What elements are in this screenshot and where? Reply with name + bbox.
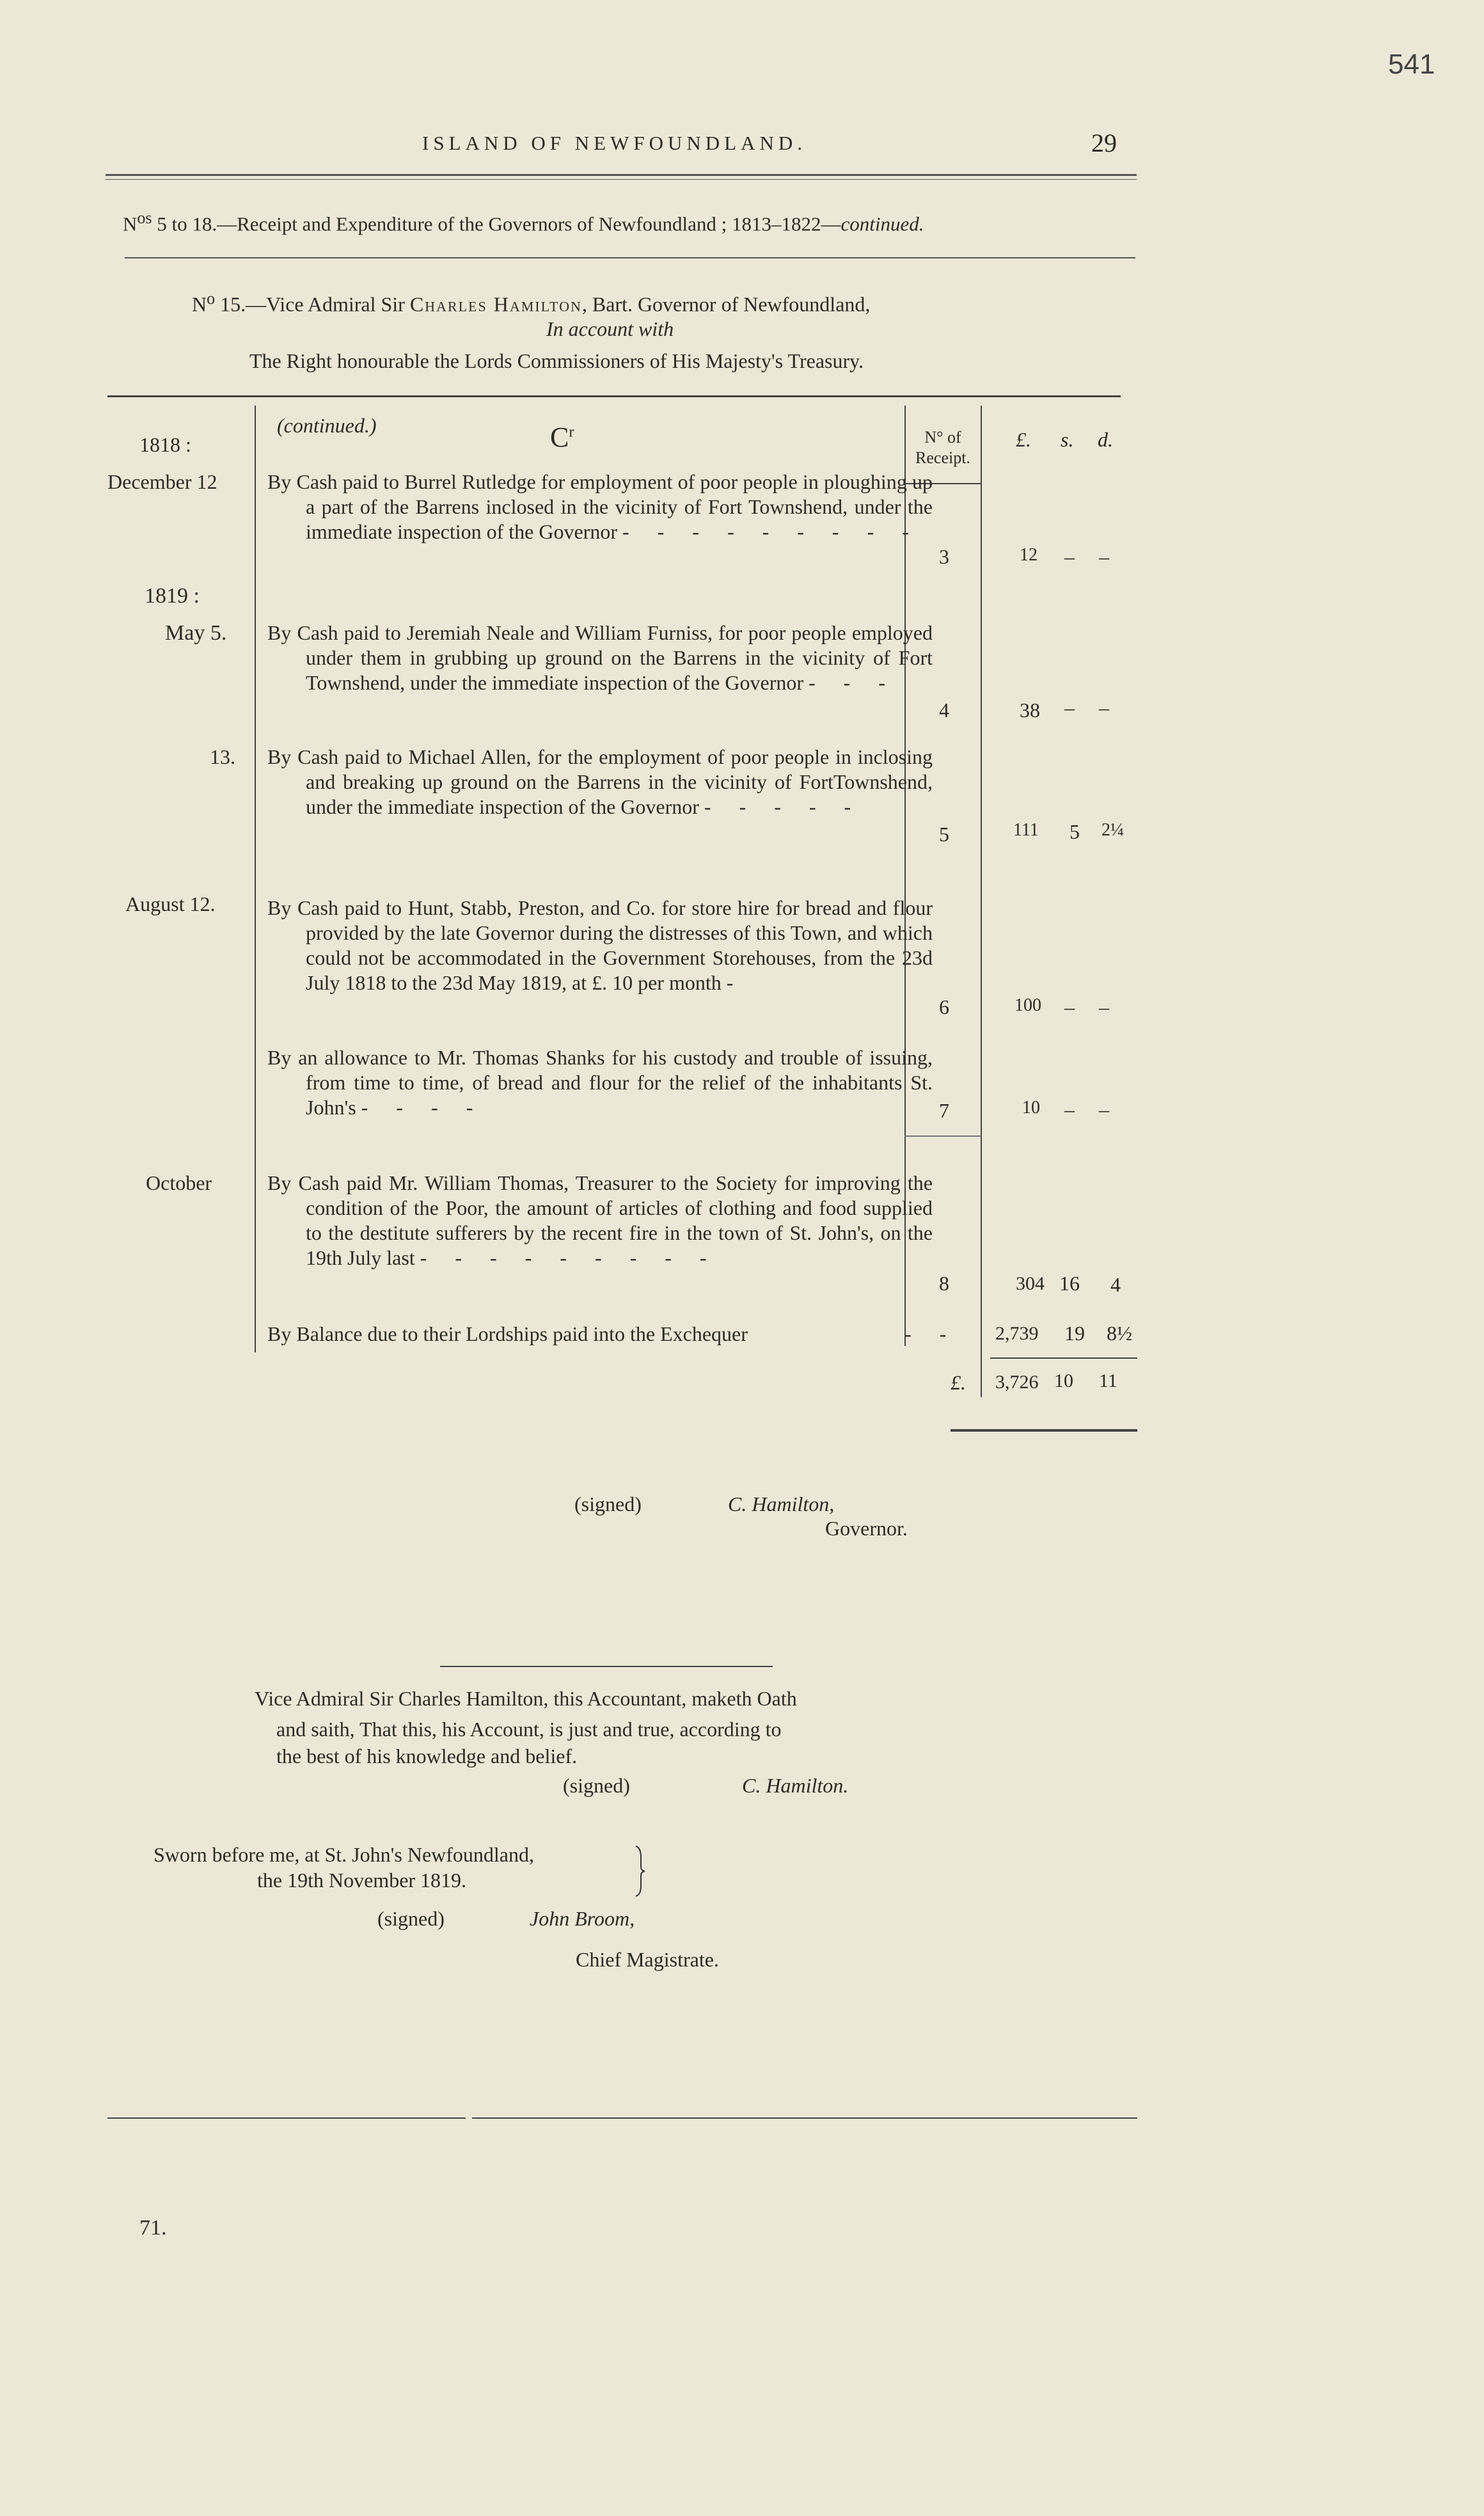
table-date-divider xyxy=(255,406,256,1352)
amount-shillings: 16 xyxy=(1059,1272,1080,1295)
amount-shillings: – xyxy=(1064,995,1075,1018)
entry-text: By Cash paid to Burrel Rutledge for employment of poor people in ploughing up a part of the Barrens inclosed in the vicinity of Fort Townshend, under the immediate inspection of the Governor - - - - - - - - - xyxy=(267,470,933,543)
entry-date: December 12 xyxy=(107,470,217,493)
amount-shillings: – xyxy=(1064,696,1075,719)
pounds-header: £. xyxy=(1016,428,1031,451)
oath-signed-label: (signed) xyxy=(563,1774,630,1797)
entry-text: By Cash paid Mr. William Thomas, Treasurer to the Society for improving the condition of the Poor, the amount of articles of clothing and food supplied to the destitute sufferers by the recent fire in the town of St. John's, on the 19th July last - - - - - - - - - xyxy=(267,1171,933,1269)
total-top-rule xyxy=(990,1357,1137,1359)
receipt-number: 4 xyxy=(939,699,949,722)
balance-leader: - - xyxy=(904,1322,958,1345)
entry-date: August 12. xyxy=(125,892,216,915)
balance-pence: 8½ xyxy=(1107,1322,1132,1345)
oath-line: the best of his knowledge and belief. xyxy=(276,1745,578,1768)
bottom-rule-left xyxy=(107,2117,466,2119)
page-stamp-number: 541 xyxy=(1388,49,1435,80)
receipt-number: 8 xyxy=(939,1272,949,1295)
amount-pounds: 12 xyxy=(1020,545,1038,565)
amount-shillings: – xyxy=(1064,545,1075,568)
pence-header: d. xyxy=(1098,428,1113,451)
amount-pence: – xyxy=(1099,696,1109,719)
total-shillings: 10 xyxy=(1054,1370,1073,1391)
credit-label: $C^r$ xyxy=(550,422,574,453)
amount-shillings: 5 xyxy=(1070,820,1080,843)
amount-pence: 2¼ xyxy=(1101,820,1124,840)
entry-date: October xyxy=(146,1171,212,1194)
entry-text: By an allowance to Mr. Thomas Shanks for his custody and trouble of issuing, from time to time, of bread and flour for the relief of the inhabitants St. John's - - - - xyxy=(267,1046,933,1119)
bottom-rule-right xyxy=(472,2117,1137,2119)
table-receipt-divider xyxy=(981,406,982,1397)
total-bottom-rule xyxy=(951,1429,1137,1432)
signature-mark: 71. xyxy=(139,2216,167,2240)
year-1819: 1819 : xyxy=(145,584,200,608)
entry-text: By Cash paid to Jeremiah Neale and William Furniss, for poor people employed under them in grubbing up ground on the Barrens in the vicinity of Fort Townshend, under the immediate inspection of the Governor - - - xyxy=(267,621,933,694)
entry-text: By Cash paid to Hunt, Stabb, Preston, and Co. for store hire for bread and flour provided by the late Governor during the distresses of this Town, and which could not be accommodated in the Government Storehouses, from the 23d July 1818 to the 23d May 1819, at £. 10 per month - xyxy=(267,896,933,994)
signatory-title: Governor. xyxy=(825,1517,908,1540)
continued-label: (continued.) xyxy=(277,414,377,437)
amount-pounds: 100 xyxy=(1014,995,1041,1015)
total-pence: 11 xyxy=(1099,1370,1117,1391)
signatory-name: C. Hamilton, xyxy=(728,1492,835,1515)
receipt-number: 3 xyxy=(939,545,949,568)
sworn-line: the 19th November 1819. xyxy=(257,1869,467,1892)
head-rule-top xyxy=(106,174,1137,176)
balance-shillings: 19 xyxy=(1064,1322,1085,1345)
amount-pence: 4 xyxy=(1110,1273,1121,1296)
receipt-column-header: N° of Receipt. xyxy=(915,428,970,467)
amount-pounds: 111 xyxy=(1013,820,1039,840)
amount-pence: – xyxy=(1099,995,1109,1018)
amount-pence: – xyxy=(1099,545,1109,568)
account-heading: $N^o$ 15.—Vice Admiral Sir Charles Hamilton, Bart. Governor of Newfoundland, xyxy=(192,289,871,316)
balance-pounds: 2,739 xyxy=(995,1323,1039,1344)
total-pounds: 3,726 xyxy=(995,1372,1039,1393)
section-divider xyxy=(440,1666,773,1667)
year-1818: 1818 : xyxy=(139,433,191,456)
running-head: ISLAND OF NEWFOUNDLAND. xyxy=(422,132,807,154)
table-top-rule xyxy=(107,395,1121,397)
shillings-header: s. xyxy=(1061,428,1074,451)
magistrate-name: John Broom, xyxy=(530,1907,635,1930)
entry-text: By Cash paid to Michael Allen, for the employment of poor people in inclosing and breaking up ground on the Barrens in the vicinity of FortTownshend, under the immediate inspection of the Governor - - - - - xyxy=(267,745,933,818)
amount-pence: – xyxy=(1099,1098,1109,1121)
in-account-with: In account with xyxy=(546,317,674,340)
receipt-mid-rule xyxy=(904,1135,981,1137)
magistrate-title: Chief Magistrate. xyxy=(576,1948,719,1971)
balance-text: By Balance due to their Lordships paid into the Exchequer xyxy=(267,1322,748,1345)
amount-pounds: 304 xyxy=(1016,1273,1045,1294)
entry-date: May 5. xyxy=(165,621,227,645)
head-rule-bottom xyxy=(106,179,1137,180)
oath-signatory: C. Hamilton. xyxy=(742,1774,849,1797)
folio-number: 29 xyxy=(1091,129,1117,157)
amount-pounds: 10 xyxy=(1022,1098,1040,1118)
receipt-number: 6 xyxy=(939,995,949,1018)
section-title: $N^{os}$ 5 to 18.—Receipt and Expenditure of the Governors of Newfoundland ; 1813–1822—continued. xyxy=(123,209,924,235)
receipt-number: 5 xyxy=(939,823,949,846)
brace-icon xyxy=(633,1845,647,1897)
title-rule xyxy=(125,257,1135,258)
sworn-line: Sworn before me, at St. John's Newfoundland, xyxy=(154,1843,534,1866)
oath-line: and saith, That this, his Account, is just and true, according to xyxy=(276,1718,782,1741)
total-label: £. xyxy=(951,1371,966,1394)
treasury-line: The Right honourable the Lords Commissioners of His Majesty's Treasury. xyxy=(249,349,864,372)
signed-label: (signed) xyxy=(574,1492,642,1515)
oath-line: Vice Admiral Sir Charles Hamilton, this Accountant, maketh Oath xyxy=(255,1687,797,1710)
entry-date: 13. xyxy=(210,745,235,768)
receipt-number: 7 xyxy=(939,1099,949,1122)
sworn-signed-label: (signed) xyxy=(377,1907,445,1930)
amount-shillings: – xyxy=(1064,1098,1075,1121)
amount-pounds: 38 xyxy=(1020,699,1040,722)
